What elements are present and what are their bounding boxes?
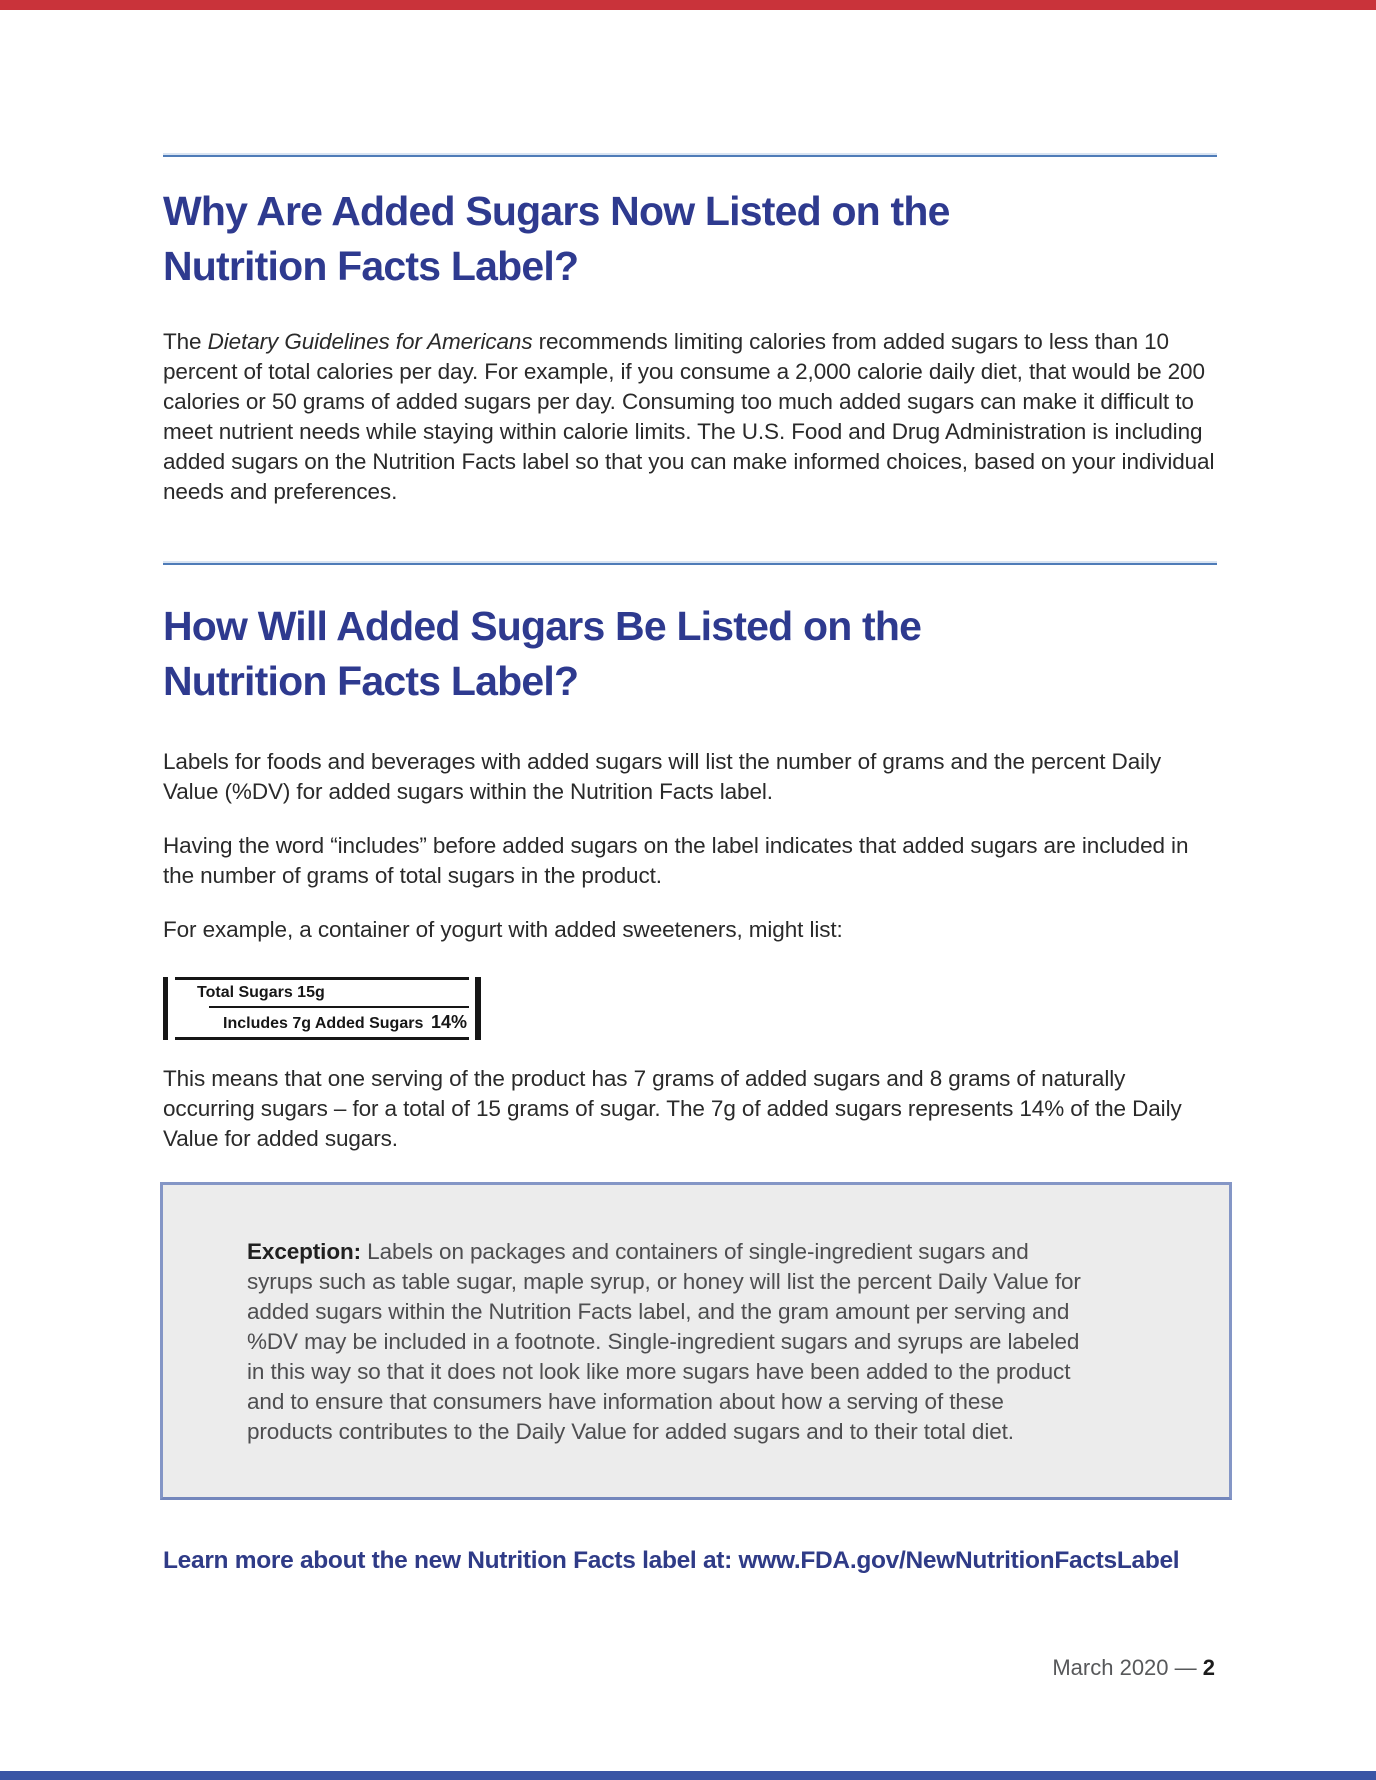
paragraph-grams-dv: Labels for foods and beverages with added sugars will list the number of grams and the percent Daily Value (%DV) for added sugars within the Nutrition Facts label. xyxy=(163,749,1162,804)
section-divider xyxy=(163,155,1217,157)
footer-date: March 2020 — xyxy=(1052,1655,1203,1680)
paragraph-text: recommends limiting calories from added sugars to less than 10 percent of total calories per day. For example, if you consume a 2,000 calorie daily diet, that would be 200 calories or 50 grams of added sugars per day. Consuming too much added sugars can make it difficult to meet nutrient needs while staying within calorie limits. The U.S. Food and Drug Administration is including added sugars on the Nutrition Facts label so that you can make informed choices, based on your individual needs and preferences. xyxy=(163,329,1215,504)
learn-more-text: Learn more about the new Nutrition Facts label at: xyxy=(163,1547,739,1574)
page-content xyxy=(163,0,1217,1576)
exception-callout-box xyxy=(160,1182,1232,1500)
heading-line: How Will Added Sugars Be Listed on the xyxy=(163,603,922,649)
added-sugars-text: Includes 7g Added Sugars xyxy=(223,1015,424,1032)
heading-line: Nutrition Facts Label? xyxy=(163,243,579,289)
label-right-border xyxy=(475,977,481,1040)
page-footer xyxy=(1052,1655,1215,1681)
exception-text: Labels on packages and containers of single-ingredient sugars and syrups such as table sugar, maple syrup, or honey will list the percent Daily Value for added sugars within the Nutrition Facts label, and the gram amount per serving and %DV may be included in a footnote. Single-ingredient sugars and syrups are labeled in this way so that it does not look like more sugars have been added to the product and to ensure that consumers have information about how a serving of these products contributes to the Daily Value for added sugars and to their total diet. xyxy=(247,1239,1081,1444)
nutrition-label-excerpt xyxy=(163,977,481,1040)
fda-url-link[interactable]: www.FDA.gov/NewNutritionFactsLabel xyxy=(738,1547,1180,1574)
section-heading-why xyxy=(163,184,1217,294)
heading-line: Nutrition Facts Label? xyxy=(163,658,579,704)
paragraph-example-intro: For example, a container of yogurt with added sweeteners, might list: xyxy=(163,917,843,942)
page-bottom-accent-bar xyxy=(0,1771,1376,1780)
exception-label: Exception: xyxy=(247,1239,362,1264)
added-sugars-row xyxy=(175,1008,469,1039)
paragraph-why xyxy=(163,327,1217,507)
section-heading-how xyxy=(163,599,1217,709)
learn-more-line xyxy=(163,1546,1217,1576)
total-sugars-row: Total Sugars 15g xyxy=(197,984,325,1001)
heading-line: Why Are Added Sugars Now Listed on the xyxy=(163,188,950,234)
italic-citation: Dietary Guidelines for Americans xyxy=(207,329,533,354)
paragraph-meaning: This means that one serving of the product has 7 grams of added sugars and 8 grams of naturally occurring sugars – for a total of 15 grams of sugar. The 7g of added sugars represents 14% of the Daily Value for added sugars. xyxy=(163,1066,1182,1151)
paragraph-text: The xyxy=(163,329,208,354)
exception-paragraph xyxy=(247,1237,1081,1447)
label-left-border xyxy=(163,977,168,1040)
section-divider xyxy=(163,563,1217,565)
label-inner-box xyxy=(175,977,469,1040)
paragraph-includes: Having the word “includes” before added sugars on the label indicates that added sugars are included in the number of grams of total sugars in the product. xyxy=(163,833,1189,888)
footer-page-number: 2 xyxy=(1202,1655,1215,1680)
added-sugars-percent-dv: 14% xyxy=(430,1012,467,1032)
